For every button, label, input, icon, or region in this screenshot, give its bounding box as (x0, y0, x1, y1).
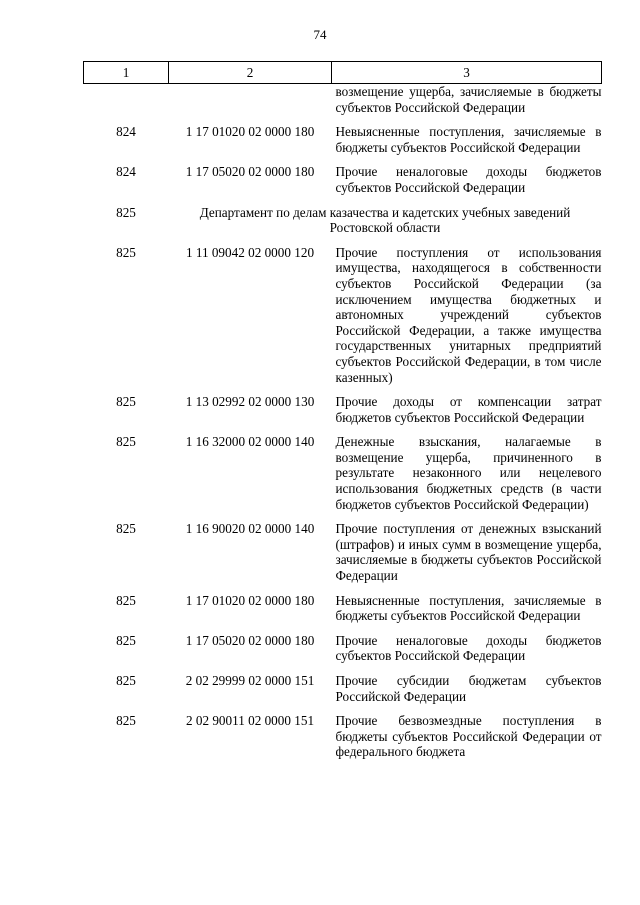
revenue-codes-table (83, 61, 602, 769)
table-row (84, 124, 602, 164)
admin-code: 825 (116, 434, 136, 450)
revenue-name: Прочие безвозмездные поступления в бюджеты субъектов Российской Федерации от федерального бюджета (335, 713, 602, 760)
table-header-row (84, 62, 602, 84)
revenue-name: Невыясненные поступления, зачисляемые в бюджеты субъектов Российской Федерации (335, 592, 602, 624)
page-number: 74 (313, 27, 327, 42)
administrator-heading: Департамент по делам казачества и кадетских учебных заведений Ростовской области (199, 204, 571, 236)
revenue-name: Прочие неналоговые доходы бюджетов субъектов Российской Федерации (335, 164, 602, 195)
budget-classification-code (169, 84, 332, 125)
admin-code: 825 (116, 592, 136, 608)
table-row (84, 521, 602, 592)
budget-classification-code: 1 11 09042 02 0000 120 (185, 244, 315, 260)
budget-classification-code: 1 17 01020 02 0000 180 (185, 124, 315, 140)
revenue-name: Прочие доходы от компенсации затрат бюджетов субъектов Российской Федерации (335, 394, 602, 425)
admin-code: 825 (116, 632, 136, 648)
revenue-name: Прочие поступления от денежных взысканий (штрафов) и иных сумм в возмещение ущерба, зачисляемые в бюджеты субъектов Российской Федерации (335, 521, 602, 584)
table-row (84, 394, 602, 434)
revenue-name: Прочие поступления от использования имущества, находящегося в собственности субъектов Российской Федерации (за исключением имущества бюджетных и автономных учреждений субъектов Российской Федерации, а также имущества государственных унитарных предприятий субъектов Российской Федерации, в том числе казенных) (335, 244, 602, 385)
budget-classification-code: 1 13 02992 02 0000 130 (185, 394, 315, 410)
admin-code: 825 (116, 394, 136, 410)
budget-classification-code: 1 17 01020 02 0000 180 (185, 592, 315, 608)
admin-code: 824 (116, 164, 136, 180)
table-row (84, 434, 602, 521)
budget-classification-code: 1 16 90020 02 0000 140 (185, 521, 315, 537)
admin-code: 825 (116, 673, 136, 688)
table-row (84, 245, 602, 394)
table-row (84, 633, 602, 673)
table-row (84, 593, 602, 633)
table-row (84, 84, 602, 125)
admin-code: 825 (116, 713, 136, 729)
revenue-name: Денежные взыскания, налагаемые в возмещение ущерба, причиненного в результате незаконного или нецелевого использования бюджетных средств (в части бюджетов субъектов Российской Федерации) (335, 434, 602, 512)
budget-classification-code: 1 16 32000 02 0000 140 (185, 434, 315, 450)
budget-classification-code: 1 17 05020 02 0000 180 (185, 164, 315, 180)
table-section-heading-row (84, 205, 602, 245)
column-header-1: 1 (84, 62, 169, 84)
table-row (84, 164, 602, 204)
revenue-name: Прочие неналоговые доходы бюджетов субъектов Российской Федерации (335, 632, 602, 664)
revenue-name: Невыясненные поступления, зачисляемые в бюджеты субъектов Российской Федерации (335, 124, 602, 155)
column-header-3: 3 (332, 62, 602, 84)
revenue-name: возмещение ущерба, зачисляемые в бюджеты субъектов Российской Федерации (335, 84, 602, 115)
column-header-2: 2 (169, 62, 332, 84)
admin-code: 825 (116, 521, 136, 537)
admin-code: 824 (116, 124, 136, 140)
budget-classification-code: 1 17 05020 02 0000 180 (185, 632, 315, 648)
admin-code: 825 (116, 244, 136, 260)
table-row (84, 673, 602, 713)
admin-code: 825 (116, 204, 136, 220)
budget-classification-code: 2 02 90011 02 0000 151 (185, 713, 315, 729)
revenue-name: Прочие субсидии бюджетам субъектов Российской Федерации (335, 673, 602, 704)
admin-code (84, 84, 169, 125)
budget-classification-code: 2 02 29999 02 0000 151 (185, 673, 315, 688)
table-row (84, 713, 602, 769)
